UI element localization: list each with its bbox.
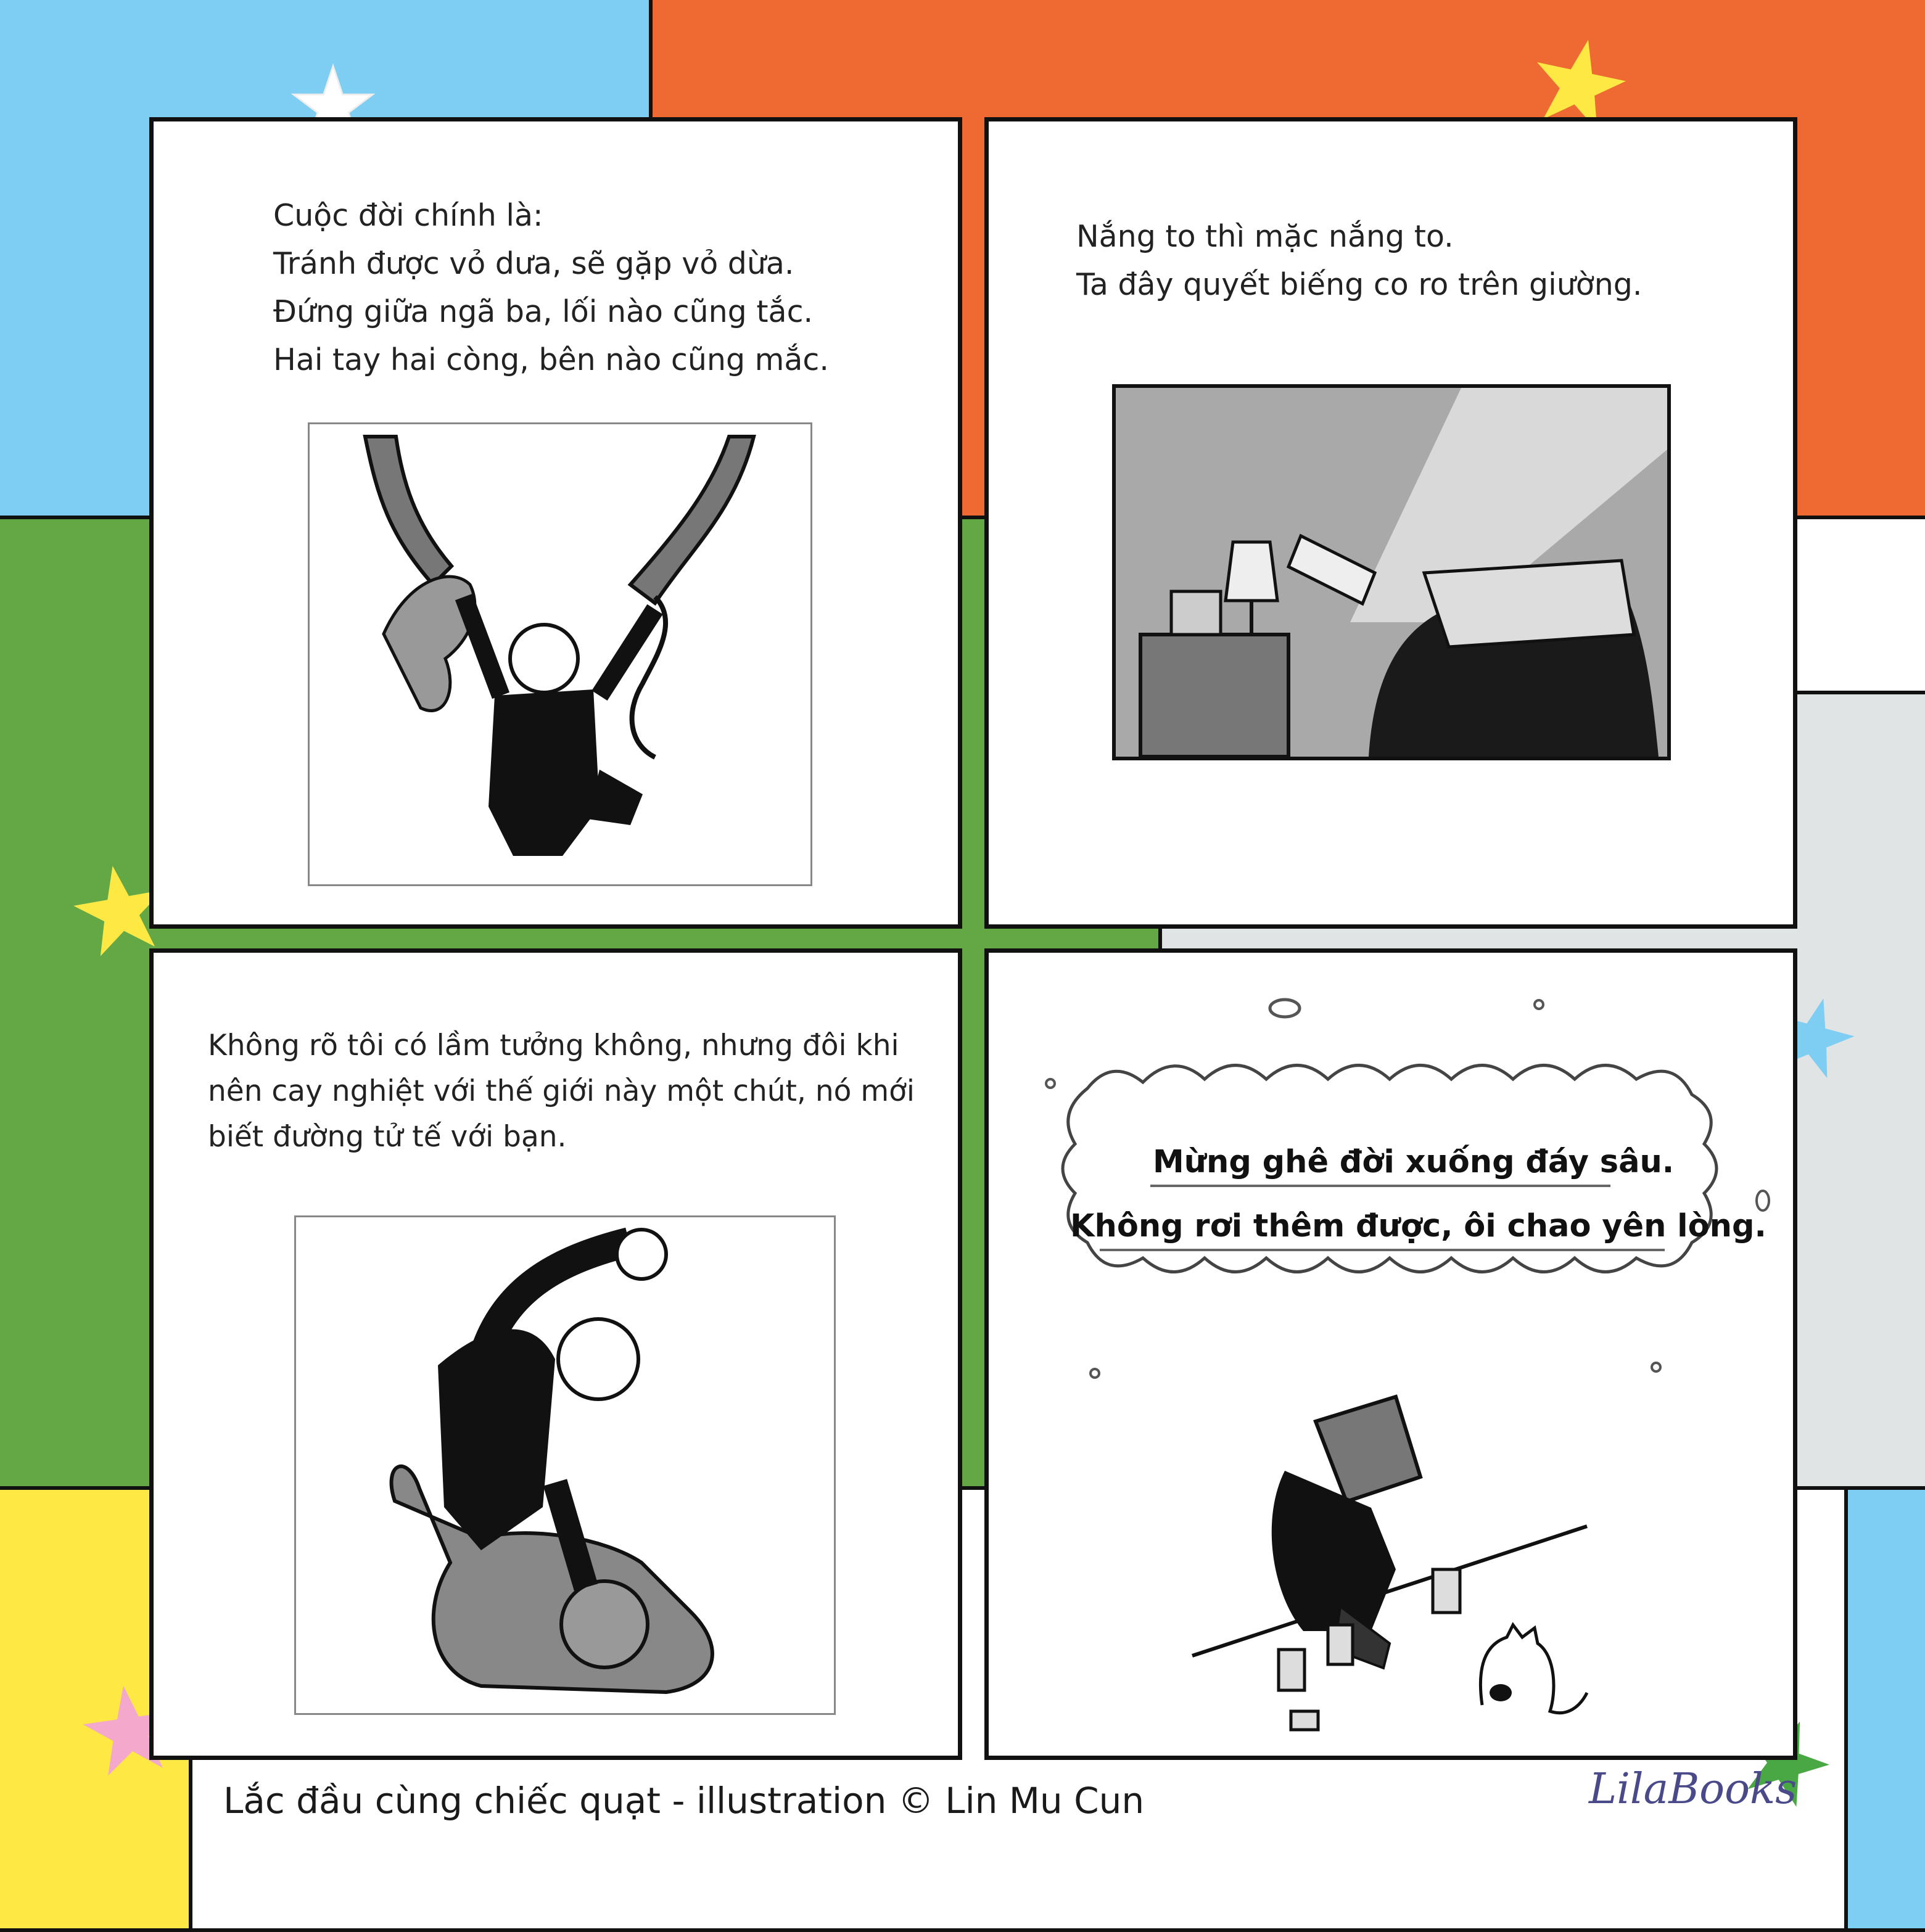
panel-2-illustration <box>1112 384 1671 760</box>
panel-3-text <box>208 1023 915 1160</box>
comic-panel-4 <box>984 948 1797 1760</box>
text-line: nên cay nghiệt với thế giới này một chút, nó mới <box>208 1074 915 1108</box>
thought-bubble-icon <box>1531 997 1546 1012</box>
panel-1-text <box>273 192 829 384</box>
underline <box>1150 1185 1610 1187</box>
panel-1-illustration <box>308 422 812 886</box>
text-line: Không rõ tôi có lầm tưởng không, nhưng đôi khi <box>208 1029 899 1063</box>
text-line: Nắng to thì mặc nắng to. <box>1076 219 1454 254</box>
comic-panel-2 <box>984 117 1797 929</box>
panel-3-illustration <box>294 1215 836 1715</box>
thought-line-1: Mừng ghê đời xuống đáy sâu. <box>1153 1144 1675 1180</box>
person-in-bed-with-lamp-icon <box>1116 388 1667 757</box>
text-line: Tránh được vỏ dưa, sẽ gặp vỏ dừa. <box>273 246 794 281</box>
underline <box>1100 1249 1665 1251</box>
comic-panel-3 <box>149 948 962 1760</box>
text-line: Ta đây quyết biếng co ro trên giường. <box>1076 267 1643 302</box>
thought-bubble-icon <box>1649 1360 1663 1375</box>
thought-bubble-icon <box>1266 996 1303 1021</box>
comic-panel-1 <box>149 117 962 929</box>
text-line: Hai tay hai còng, bên nào cũng mắc. <box>273 342 829 377</box>
caption: Lắc đầu cùng chiếc quạt - illustration © Lin Mu Cun <box>223 1780 1145 1822</box>
text-line: Cuộc đời chính là: <box>273 198 543 233</box>
text-line: Đứng giữa ngã ba, lối nào cũng tắc. <box>273 294 814 329</box>
bg-block-blue-bottom-right <box>1844 1486 1925 1932</box>
text-line: biết đường tử tế với bạn. <box>208 1120 567 1154</box>
man-riding-tiger-icon <box>296 1217 834 1713</box>
crouching-man-with-box-head-and-cat-icon <box>1186 1384 1630 1754</box>
panel-2-text <box>1076 213 1642 309</box>
thought-bubble-icon <box>1043 1076 1058 1091</box>
thought-bubble-icon <box>1087 1366 1102 1381</box>
publisher-logo: LilaBooks <box>1589 1765 1797 1814</box>
bg-block-white-mid-right <box>1776 516 1925 694</box>
man-in-suit-bound-by-tentacles-icon <box>310 424 810 884</box>
thought-line-2: Không rơi thêm được, ôi chao yên lòng. <box>1070 1208 1766 1244</box>
